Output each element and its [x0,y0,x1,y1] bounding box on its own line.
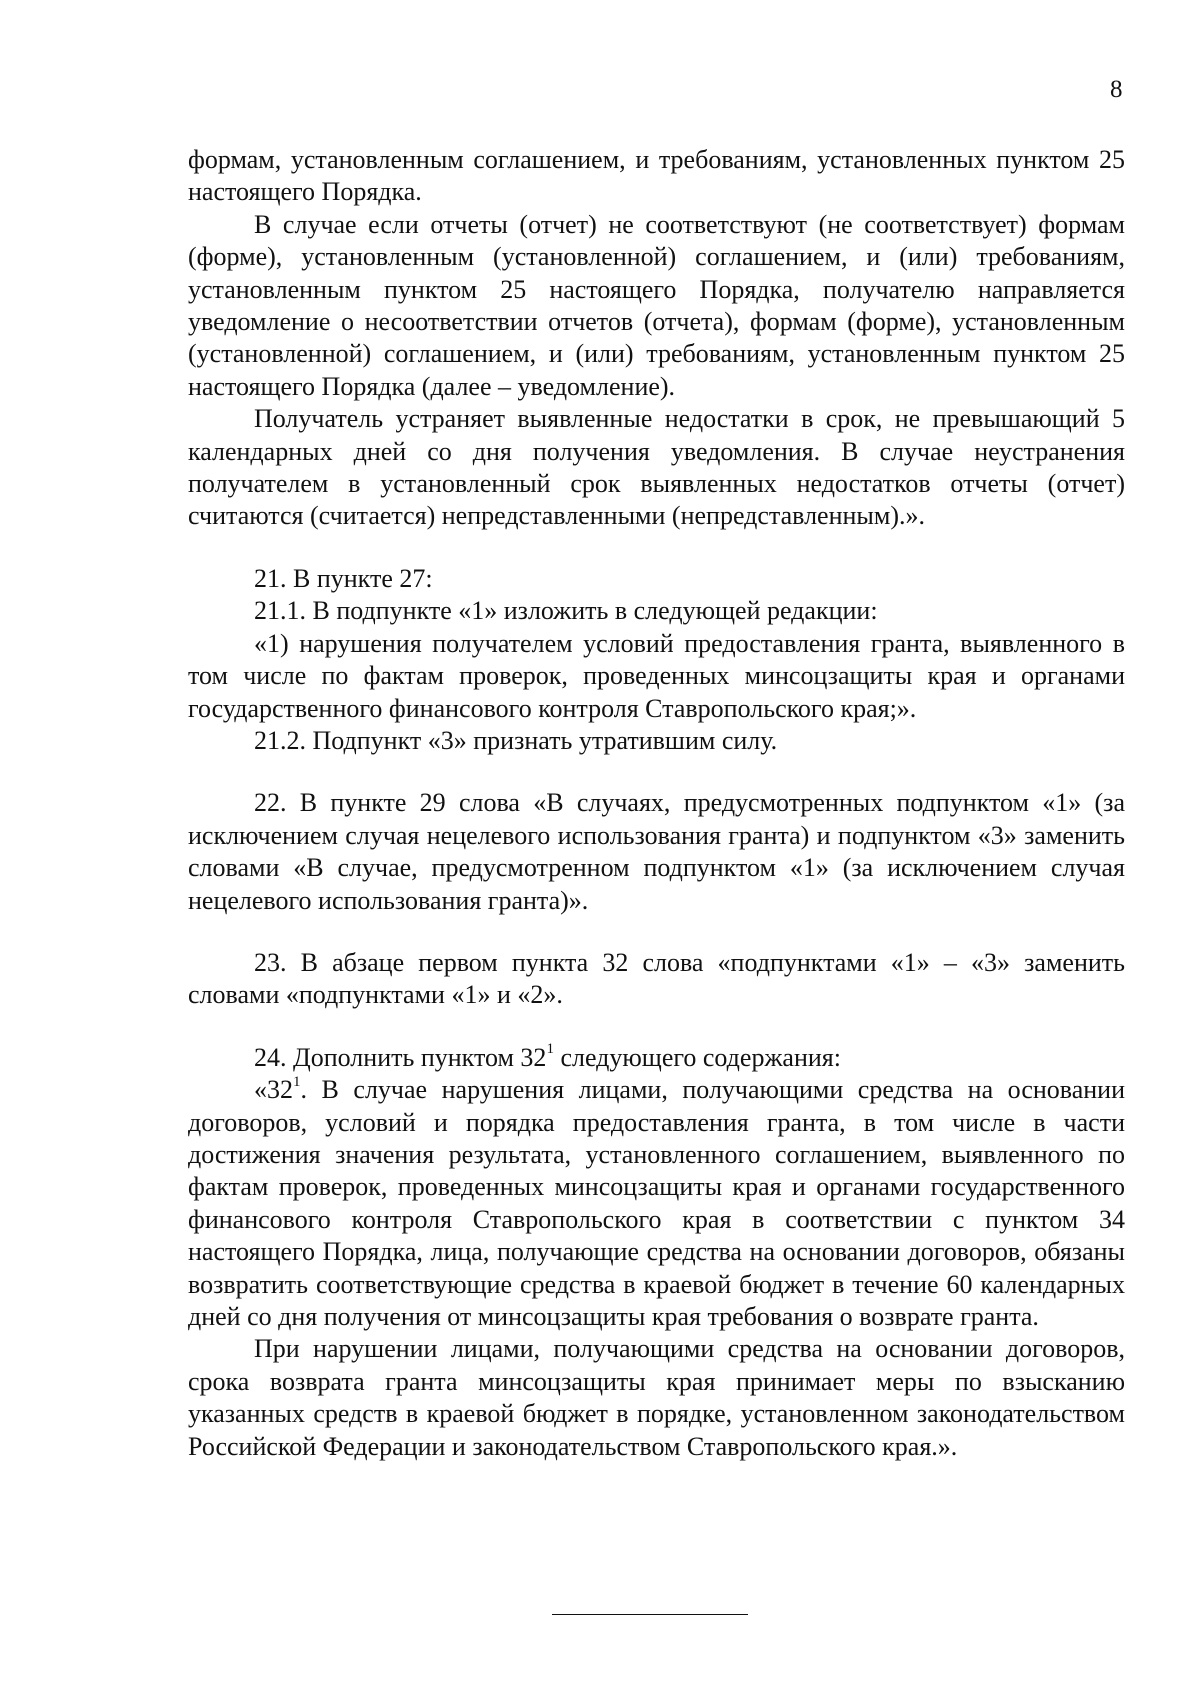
paragraph-recovery-measures: При нарушении лицами, получающими средства на основании договоров, срока возврата гранта минсоцзащиты края принимает меры по взысканию указанных средств в краевой бюджет в порядке, установленном законодательством Российской Федерации и законодательством Ставропольского края.». [188,1334,1125,1461]
page-number: 8 [1110,76,1123,103]
item-32-1-text [188,1074,1125,1333]
superscript: 1 [546,1041,554,1058]
item-21-1-text: «1) нарушения получателем условий предоставления гранта, выявленного в том числе по фактам проверок, проведенных минсоцзащиты края и органами государственного финансового контроля Ставропольского края;». [188,628,1125,723]
superscript: 1 [293,1073,301,1090]
item-21-2: 21.2. Подпункт «3» признать утратившим силу. [254,725,778,755]
paragraph-gap [188,533,1125,563]
item-21-1: 21.1. В подпункте «1» изложить в следующей редакции: [254,596,878,626]
paragraph-notice-requirements: В случае если отчеты (отчет) не соответствуют (не соответствует) формам (форме), установленным (установленной) соглашением, и (или) требованиям, установленным пунктом 25 настоящего Порядка, получателю направляется уведомление о несоответствии отчетов (отчета), формам (форме), установленным (установленной) соглашением, и (или) требованиям, установленным пунктом 25 настоящего Порядка (далее – уведомление). [188,209,1125,401]
item-21-heading: 21. В пункте 27: [254,563,433,593]
item-24 [188,1042,1125,1074]
paragraph-deficiency-correction: Получатель устраняет выявленные недостатки в срок, не превышающий 5 календарных дней со дня получения уведомления. В случае неустранения получателем в установленный срок выявленных недостатков отчеты (отчет) считаются (считается) непредставленными (непредставленным).». [188,404,1125,531]
paragraph-continuation: формам, установленным соглашением, и требованиям, установленных пунктом 25 настоящего Порядка. [188,145,1125,207]
item-32-1-text-end: . В случае нарушения лицами, получающими средства на основании договоров, условий и порядка предоставления гранта, в том числе в части достижения значения результата, установленного соглашением, выявленного по фактам проверок, проведенных минсоцзащиты края и органами государственного финансового контроля Ставропольского края в соответствии с пунктом 34 настоящего Порядка, лица, получающие средства на основании договоров, обязаны возвратить соответствующие средства в краевой бюджет в течение 60 календарных дней со дня получения от минсоцзащиты края требования о возврате гранта. [188,1075,1125,1331]
paragraph-gap [188,757,1125,787]
item-22: 22. В пункте 29 слова «В случаях, предусмотренных подпунктом «1» (за исключением случая нецелевого использования гранта) и подпунктом «3» заменить словами «В случае, предусмотренном подпунктом «1» (за исключением случая нецелевого использования гранта)». [188,788,1125,915]
paragraph-gap [188,1012,1125,1042]
item-24-text-end: следующего содержания: [553,1042,841,1072]
item-24-text-start: 24. Дополнить пунктом 32 [254,1042,547,1072]
item-23: 23. В абзаце первом пункта 32 слова «подпунктами «1» – «3» заменить словами «подпунктами «1» и «2». [188,947,1125,1010]
paragraph-gap [188,917,1125,947]
document-body [188,144,1125,1463]
end-rule [552,1614,748,1615]
item-32-1-text-start: «32 [254,1075,293,1105]
